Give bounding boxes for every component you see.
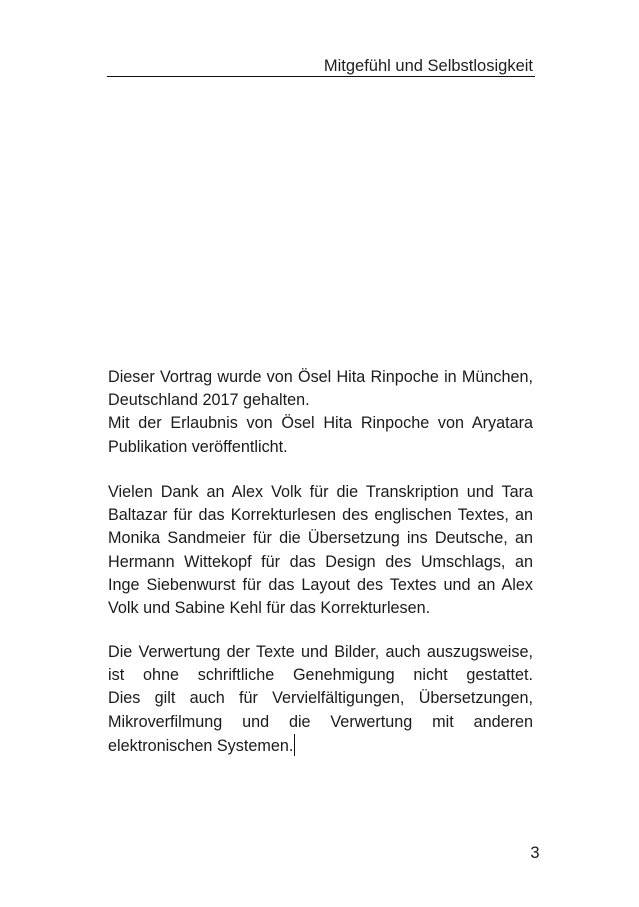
- text-line-last: [108, 734, 533, 758]
- page-number: 3: [530, 844, 540, 862]
- text-line: Dieser Vortrag wurde von Ösel Hita Rinpoche in München,: [108, 368, 533, 386]
- text-line: Volk und Sabine Kehl für das Korrekturlesen.: [108, 599, 431, 618]
- copyright-paragraph[interactable]: [108, 641, 533, 758]
- running-header-title: Mitgefühl und Selbstlosigkeit: [323, 57, 533, 75]
- header-rule: [107, 76, 535, 77]
- text-cursor: [294, 734, 295, 756]
- text-line: ist ohne schriftliche Genehmigung nicht gestattet.: [108, 666, 533, 685]
- text-line: Publikation veröffentlicht.: [108, 437, 288, 456]
- text-line: Baltazar für das Korrekturlesen des englischen Textes, an: [108, 506, 533, 525]
- text-line: Die Verwertung der Texte und Bilder, auch auszugsweise,: [108, 643, 533, 661]
- text-line: Monika Sandmeier für die Übersetzung ins Deutsche, an: [108, 529, 533, 548]
- text-line: Vielen Dank an Alex Volk für die Transkription und Tara: [108, 483, 533, 501]
- text-line: Deutschland 2017 gehalten.: [108, 391, 310, 410]
- text-line: Hermann Wittekopf für das Design des Umschlags, an: [108, 552, 533, 571]
- text-line: Mikroverfilmung und die Verwertung mit anderen: [108, 712, 533, 731]
- text-line: Inge Siebenwurst für das Layout des Textes und an Alex: [108, 575, 533, 594]
- text-line: elektronischen Systemen.: [108, 736, 294, 755]
- lecture-credit-paragraph[interactable]: [108, 366, 533, 459]
- text-line: Dies gilt auch für Vervielfältigungen, Übersetzungen,: [108, 689, 533, 708]
- acknowledgements-paragraph[interactable]: [108, 481, 533, 620]
- text-line: Mit der Erlaubnis von Ösel Hita Rinpoche von Aryatara: [108, 414, 533, 433]
